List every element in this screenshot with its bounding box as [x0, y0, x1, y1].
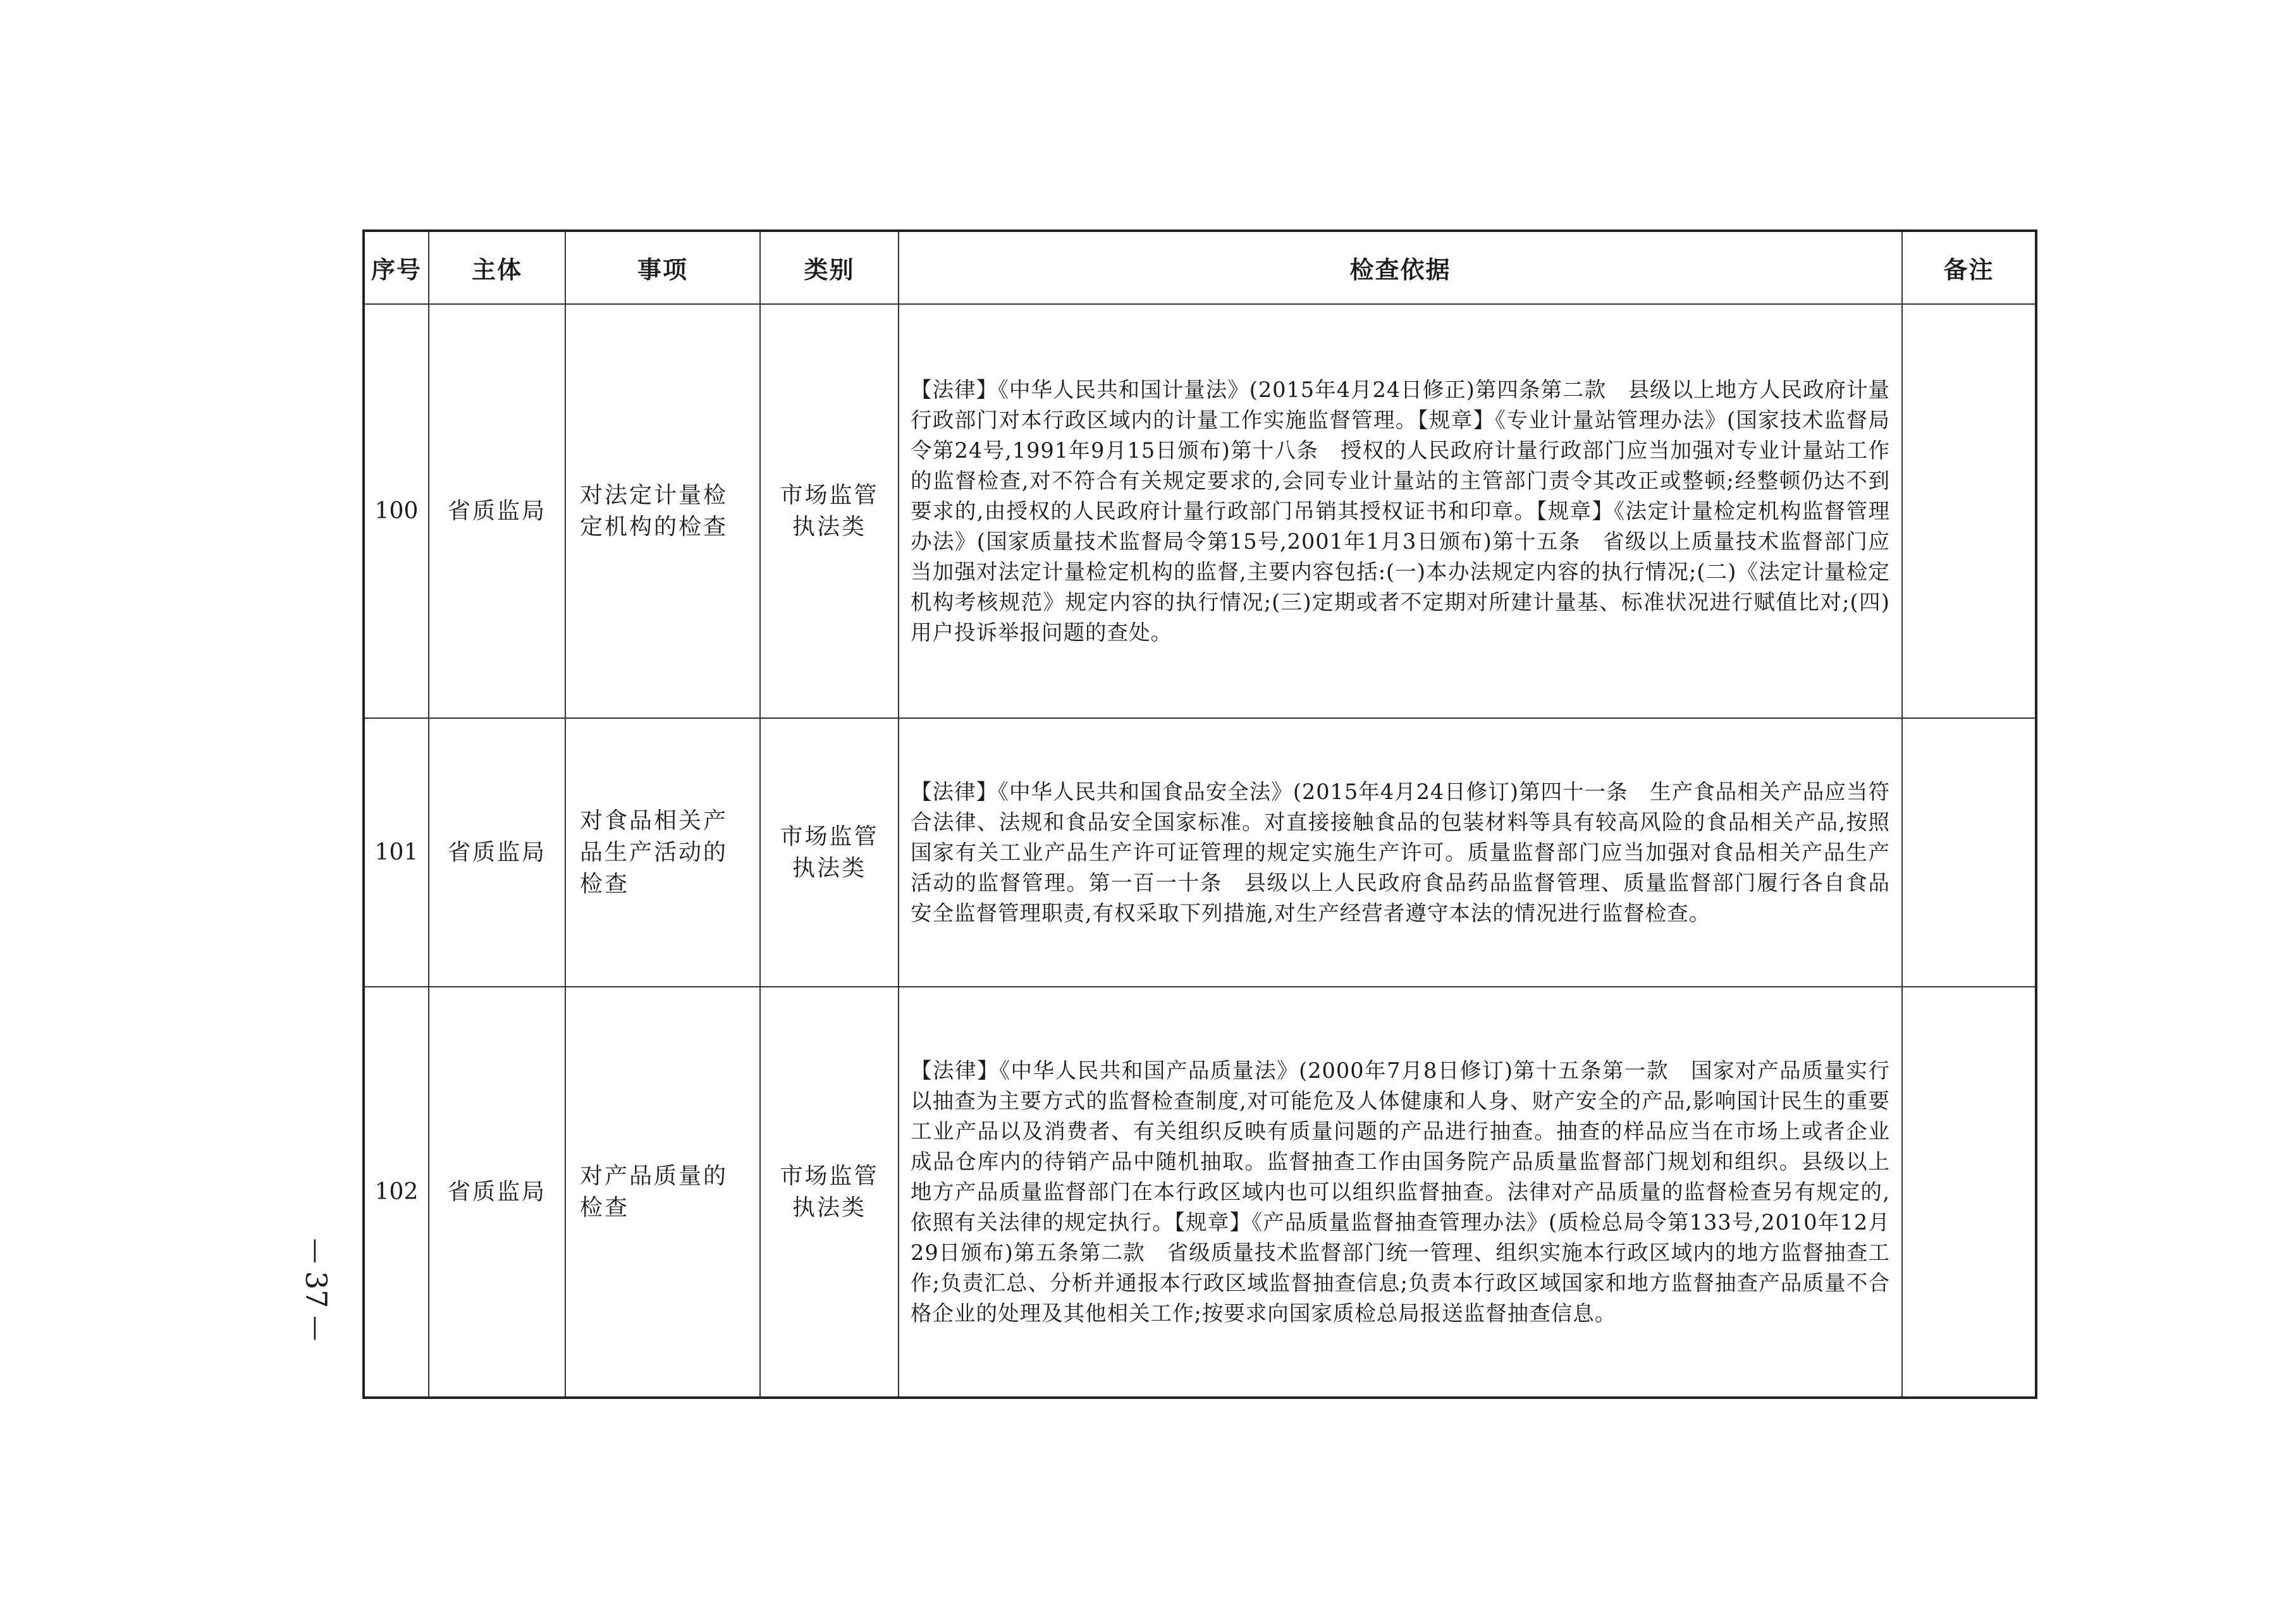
row-basis-text: 【法律】《中华人民共和国食品安全法》(2015年4月24日修订)第四十一条 生产食品相关产品应当符合法律、法规和食品安全国家标准。对直接接触食品的包装材料等具有较高风险的食品相关产品,按照国家有关工业产品生产许可证管理的规定实施生产许可。质量监督部门应当加强对食品相关产品生产活动的监督管理。第一百一十条 县级以上人民政府食品药品监督管理、质量监督部门履行各自食品安全监督管理职责,有权采取下列措施,对生产经营者遵守本法的情况进行监督检查。: [911, 779, 1890, 925]
row-basis-text: 【法律】《中华人民共和国产品质量法》(2000年7月8日修订)第十五条第一款 国家对产品质量实行以抽查为主要方式的监督检查制度,对可能危及人体健康和人身、财产安全的产品,影响国计民生的重要工业产品以及消费者、有关组织反映有质量问题的产品进行抽查。抽查的样品应当在市场上或者企业成品仓库内的待销产品中随机抽取。监督抽查工作由国务院产品质量监督部门规划和组织。县级以上地方产品质量监督部门在本行政区域内也可以组织监督抽查。法律对产品质量的监督检查另有规定的,依照有关法律的规定执行。【规章】《产品质量监督抽查管理办法》(质检总局令第133号,2010年12月29日颁布)第五条第二款 省级质量技术监督部门统一管理、组织实施本行政区域内的地方监督抽查工作;负责汇总、分析并通报本行政区域监督抽查信息;负责本行政区域国家和地方监督抽查产品质量不合格企业的处理及其他相关工作;按要求向国家质检总局报送监督抽查信息。: [911, 1058, 1890, 1326]
row-basis: [899, 987, 1902, 1398]
row-remarks: [1902, 304, 2036, 718]
page-number: [278, 1226, 354, 1353]
row-item: 对食品相关产品生产活动的检查: [565, 718, 760, 987]
row-no: 101: [364, 718, 429, 987]
table-row: [364, 304, 2036, 718]
row-remarks: [1902, 718, 2036, 987]
row-body: 省质监局: [429, 718, 565, 987]
row-category: 市场监管执法类: [760, 987, 899, 1398]
header-no: 序号: [364, 231, 429, 304]
page-number-value: 37: [299, 1271, 333, 1309]
table-header-row: [364, 231, 2036, 304]
row-category: 市场监管执法类: [760, 304, 899, 718]
row-body: 省质监局: [429, 304, 565, 718]
row-basis: [899, 304, 1902, 718]
page-number-dash-left: —: [302, 1238, 331, 1264]
row-category: 市场监管执法类: [760, 718, 899, 987]
table-row: [364, 718, 2036, 987]
row-item: 对产品质量的检查: [565, 987, 760, 1398]
inspection-table: [362, 229, 2037, 1399]
header-remarks: 备注: [1902, 231, 2036, 304]
header-category: 类别: [760, 231, 899, 304]
row-basis-text: 【法律】《中华人民共和国计量法》(2015年4月24日修正)第四条第二款 县级以上地方人民政府计量行政部门对本行政区域内的计量工作实施监督管理。【规章】《专业计量站管理办法》(国家技术监督局令第24号,1991年9月15日颁布)第十八条 授权的人民政府计量行政部门应当加强对专业计量站工作的监督检查,对不符合有关规定要求的,会同专业计量站的主管部门责令其改正或整顿;经整顿仍达不到要求的,由授权的人民政府计量行政部门吊销其授权证书和印章。【规章】《法定计量检定机构监督管理办法》(国家质量技术监督局令第15号,2001年1月3日颁布)第十五条 省级以上质量技术监督部门应当加强对法定计量检定机构的监督,主要内容包括:(一)本办法规定内容的执行情况;(二)《法定计量检定机构考核规范》规定内容的执行情况;(三)定期或者不定期对所建计量基、标准状况进行赋值比对;(四)用户投诉举报问题的查处。: [911, 377, 1890, 645]
table-row: [364, 987, 2036, 1398]
page-number-dash-right: —: [302, 1316, 331, 1341]
header-item: 事项: [565, 231, 760, 304]
row-body: 省质监局: [429, 987, 565, 1398]
row-item: 对法定计量检定机构的检查: [565, 304, 760, 718]
row-no: 102: [364, 987, 429, 1398]
row-no: 100: [364, 304, 429, 718]
header-basis: 检查依据: [899, 231, 1902, 304]
header-body: 主体: [429, 231, 565, 304]
row-basis: [899, 718, 1902, 987]
row-remarks: [1902, 987, 2036, 1398]
